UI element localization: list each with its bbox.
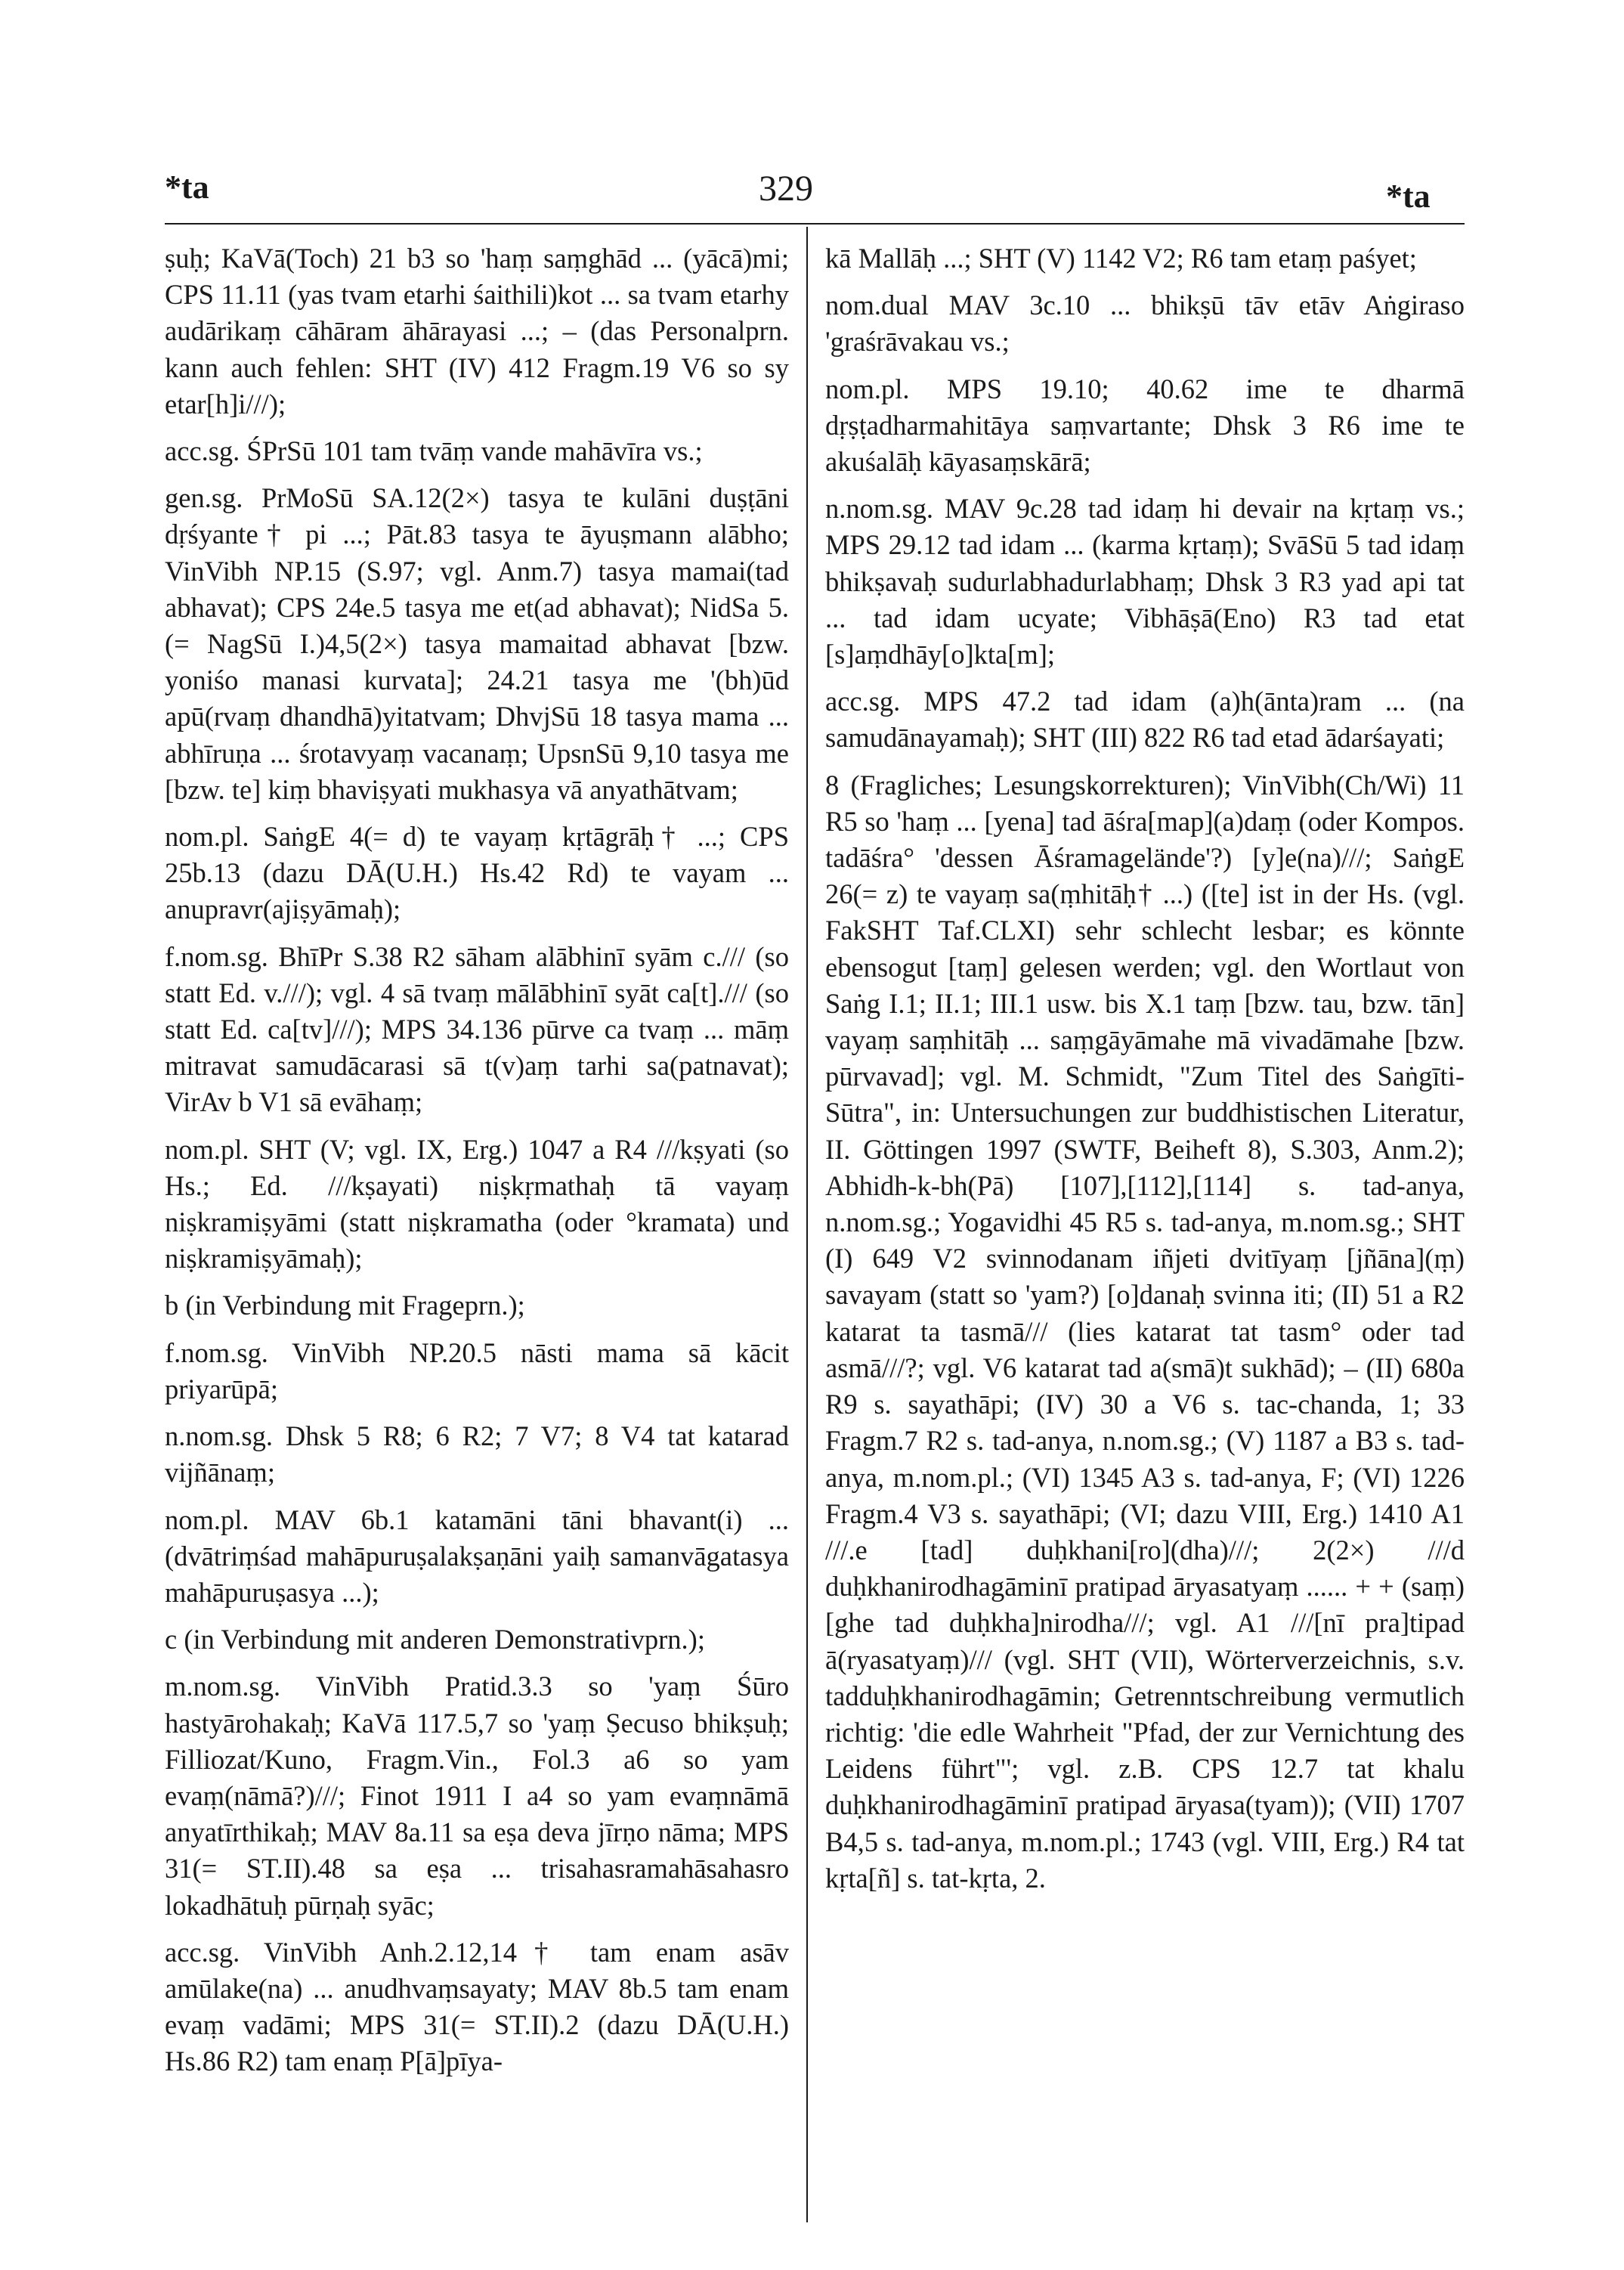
left-column <box>165 240 789 2080</box>
entry-paragraph: f.nom.sg. BhīPr S.38 R2 sāham alābhinī syām c./// (so statt Ed. v.///); vgl. 4 sā tvaṃ mālābhinī syāt ca[t]./// (so statt Ed. ca[tv]///); MPS 34.136 pūrve ca tvaṃ ... māṃ mitravat samudācarasi sā t(v)aṃ tarhi sa(patnavat); VirAv b V1 sā evāhaṃ; <box>165 940 789 1118</box>
header-rule <box>165 223 1465 225</box>
entry-paragraph: b (in Verbindung mit Fragеprn.); <box>165 1290 525 1321</box>
entry-paragraph: nom.pl. SaṅgE 4(= d) te vayaṃ kṛtāgrāḥ† ...; CPS 25b.13 (dazu DĀ(U.H.) Hs.42 Rd) te vayam ... anupravr(ajiṣyāmaḥ); <box>165 821 789 925</box>
entry-paragraph: n.nom.sg. MAV 9c.28 tad idaṃ hi devair na kṛtaṃ vs.; MPS 29.12 tad idam ... (karma kṛtaṃ); SvāSū 5 tad idaṃ bhikṣavaḥ sudurlabhadurlabhaṃ; Dhsk 3 R3 yad api tat ... tad idam ucyate; Vibhāṣā(Eno) R3 tad etat [s]aṃdhāy[o]kta[m]; <box>825 493 1465 670</box>
entry-paragraph: nom.dual MAV 3c.10 ... bhikṣū tāv etāv Aṅgiraso 'graśrāvakau vs.; <box>825 290 1465 358</box>
entry-paragraph: m.nom.sg. VinVibh Pratid.3.3 so 'yaṃ Śūro hastyārohakaḥ; KaVā 117.5,7 so 'yaṃ Ṣecuso bhikṣuḥ; Filliozat/Kuno, Fragm.Vin., Fol.3 a6 so yam evaṃ(nāmā?)///; Finot 1911 I a4 so yam evaṃnāmā anyatīrthikaḥ; MAV 8a.11 sa eṣa deva jīrṇo nāma; MPS 31(= ST.II).48 sa eṣa ... trisahasramahāsahasro lokadhātuḥ pūrṇaḥ syāc; <box>165 1671 789 1921</box>
header-right-keyword: *ta <box>1386 178 1431 215</box>
entry-paragraph: acc.sg. MPS 47.2 tad idam (a)h(ānta)ram ... (na samudānayamaḥ); SHT (III) 822 R6 tad etad ādarśayati; <box>825 686 1465 754</box>
right-column <box>825 240 1465 1897</box>
column-divider <box>806 227 808 2222</box>
entry-paragraph: nom.pl. MAV 6b.1 katamāni tāni bhavant(i) ... (dvātriṃśad mahāpuruṣalakṣaṇāni yaiḥ samanvāgatasya mahāpuruṣasya ...); <box>165 1504 789 1608</box>
page-number: 329 <box>759 169 813 209</box>
entry-paragraph: acc.sg. ŚPrSū 101 tam tvāṃ vande mahāvīra vs.; <box>165 435 703 467</box>
entry-paragraph: nom.pl. MPS 19.10; 40.62 ime te dharmā dṛṣṭadharmahitāya saṃvartante; Dhsk 3 R6 ime te akuśalāḥ kāyasaṃskārā; <box>825 373 1465 478</box>
entry-paragraph: n.nom.sg. Dhsk 5 R8; 6 R2; 7 V7; 8 V4 tat katarad vijñānaṃ; <box>165 1420 789 1488</box>
entry-paragraph: 8 (Fragliches; Lesungskorrekturen); VinVibh(Ch/Wi) 11 R5 so 'haṃ ... [yena] tad āśra[map](a)daṃ (oder Kompos. tadāśra° 'dessen Āśramagelände'?) [y]e(na)///; SaṅgE 26(= z) te vayaṃ sa(ṃhitāḥ† ...) ([te] ist in der Hs. (vgl. FakSHT Taf.CLXI) sehr schlecht lesbar; es könnte ebensogut [taṃ] gelesen werden; vgl. den Wortlaut von Saṅg I.1; II.1; III.1 usw. bis X.1 taṃ [bzw. tau, bzw. tān] vayaṃ saṃhitāḥ ... saṃgāyāmahe mā vivadāmahe [bzw. pūrvavad]; vgl. M. Schmidt, "Zum Titel des Saṅgīti-Sūtra", in: Untersuchungen zur buddhistischen Literatur, II. Göttingen 1997 (SWTF, Beiheft 8), S.303, Anm.2); Abhidh-k-bh(Pā) [107],[112],[114] s. tad-anya, n.nom.sg.; Yogavidhi 45 R5 s. tad-anya, m.nom.sg.; SHT (I) 649 V2 svinnodanam iñjeti dvitīyaṃ [jñāna](ṃ) savayam (statt so 'yam?) [o]danaḥ svinna iti; (II) 51 a R2 katarat ta tasmā/// (lies katarat tat tasm° oder tad asmā///?; vgl. V6 katarat tad a(smā)t sukhād); – (II) 680a R9 s. sayathāpi; (IV) 30 a V6 s. tac-chanda, 1; 33 Fragm.7 R2 s. tad-anya, n.nom.sg.; (V) 1187 a B3 s. tad-anya, m.nom.pl.; (VI) 1345 A3 s. tad-anya, F; (VI) 1226 Fragm.4 V3 s. sayathāpi; (VI; dazu VIII, Erg.) 1410 A1 ///.e [tad] duḥkhani[ro](dha)///; 2(2×) ///d duḥkhanirodhagāminī pratipad āryasatyaṃ ...... + + (saṃ)[ghe tad duḥkha]nirodha///; vgl. A1 ///[nī pra]tipad ā(ryasatyaṃ)/// (vgl. SHT (VII), Wörterverzeichnis, s.v. tadduḥkhanirodhagāmin; Getrenntschreibung vermutlich richtig: 'die edle Wahrheit "Pfad, der zur Vernichtung des Leidens führt"'; vgl. z.B. CPS 12.7 tat khalu duḥkhanirodhagāminī pratipad āryasa(tyam)); (VII) 1707 B4,5 s. tad-anya, m.nom.pl.; 1743 (vgl. VIII, Erg.) R4 tat kṛta[ñ] s. tat-kṛta, 2. <box>825 769 1465 1894</box>
entry-paragraph: gen.sg. PrMoSū SA.12(2×) tasya te kulāni duṣṭāni dṛśyante† pi ...; Pāt.83 tasya te āyuṣmann alābho; VinVibh NP.15 (S.97; vgl. Anm.7) tasya mamai(tad abhavat); CPS 24e.5 tasya me et(ad abhavat); NidSa 5.(= NagSū I.)4,5(2×) tasya mamaitad abhavat [bzw. yoniśo manasi kurvata]; 24.21 tasya me '(bh)ūd apū(rvaṃ dhandhā)yitatvam; DhvjSū 18 tasya mama ... abhīruṇa ... śrotavyaṃ vacanaṃ; UpsnSū 9,10 tasya me [bzw. te] kiṃ bhaviṣyati mukhasya vā anyathātvam; <box>165 482 789 805</box>
entry-paragraph: f.nom.sg. VinVibh NP.20.5 nāsti mama sā kācit priyarūpā; <box>165 1336 789 1404</box>
entry-paragraph: nom.pl. SHT (V; vgl. IX, Erg.) 1047 a R4 ///kṣyati (so Hs.; Ed. ///kṣayati) niṣkṛmathaḥ tā vayaṃ niṣkramiṣyāmi (statt niṣkramatha (oder °kramata) und niṣkramiṣyāmaḥ); <box>165 1133 789 1274</box>
header-left-keyword: *ta <box>165 169 209 206</box>
entry-paragraph: ṣuḥ; KaVā(Toch) 21 b3 so 'haṃ saṃghād ... (yācā)mi; CPS 11.11 (yas tvam etarhi śaithili)kot ... sa tvam etarhy audārikaṃ cāhāram āhārayasi ...; – (das Personalprn. kann auch fehlen: SHT (IV) 412 Fragm.19 V6 so sy etar[h]i///); <box>165 243 789 420</box>
entry-paragraph: kā Mallāḥ ...; SHT (V) 1142 V2; R6 tam etaṃ paśyet; <box>825 243 1417 274</box>
entry-paragraph: acc.sg. VinVibh Anh.2.12,14† tam enam asāv amūlake(na) ... anudhvaṃsayaty; MAV 8b.5 tam enam evaṃ vadāmi; MPS 31(= ST.II).2 (dazu DĀ(U.H.) Hs.86 R2) tam enaṃ P[ā]pīya- <box>165 1936 789 2077</box>
entry-paragraph: c (in Verbindung mit anderen Demonstrativprn.); <box>165 1624 705 1655</box>
